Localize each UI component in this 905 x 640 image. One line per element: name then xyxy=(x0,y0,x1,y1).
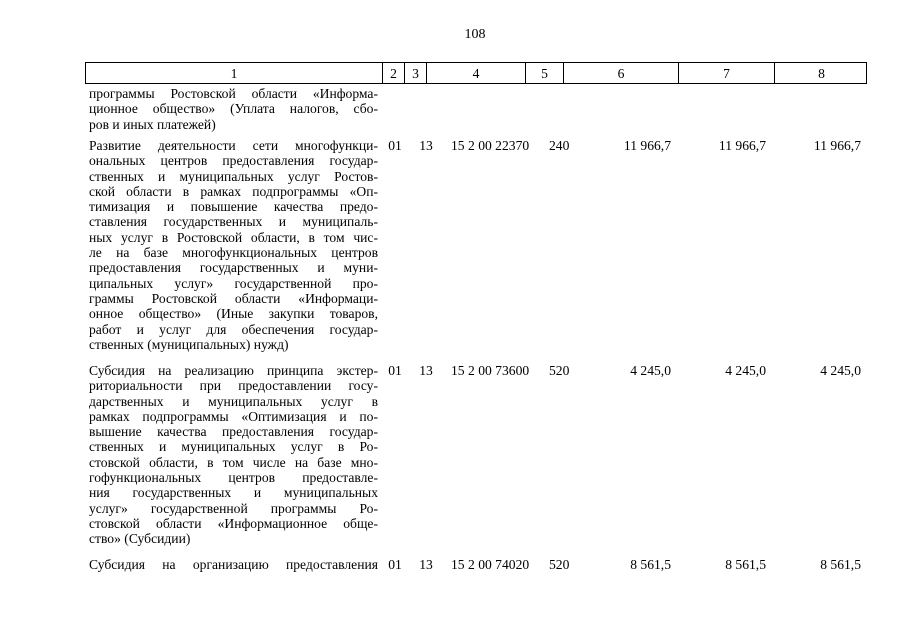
target-article-code: 15 2 00 22370 xyxy=(451,138,530,153)
description-line: гофункциональных центров предоставле- xyxy=(89,470,378,486)
description-line: дарственных и муниципальных услуг в xyxy=(89,393,378,409)
description-line: риториальности при предоставлении госу- xyxy=(89,378,378,394)
description-line: рамках подпрограммы «Оптимизация и по- xyxy=(89,408,378,424)
header-col-5: 5 xyxy=(526,63,564,83)
description-line: ных услуг в Ростовской области, в том чис- xyxy=(89,229,378,245)
amount-col-6: 11 966,7 xyxy=(623,138,671,153)
row-description xyxy=(89,557,378,572)
header-col-3: 3 xyxy=(405,63,427,83)
section-code: 01 xyxy=(388,363,402,378)
page-number: 108 xyxy=(464,27,486,42)
description-line: ственных и муниципальных услуг в Ро- xyxy=(89,439,378,455)
description-line: услуг» государственной программы Ро- xyxy=(89,500,378,516)
row-description xyxy=(89,86,378,132)
row-description xyxy=(89,138,378,352)
subsection-code: 13 xyxy=(419,363,433,378)
description-line: стовской области, в том числе на базе мно- xyxy=(89,454,378,470)
description-line: граммы Ростовской области «Информаци- xyxy=(89,290,378,306)
description-line: ров и иных платежей) xyxy=(89,116,216,132)
amount-col-8: 4 245,0 xyxy=(820,363,861,378)
target-article-code: 15 2 00 74020 xyxy=(451,557,530,572)
amount-col-7: 11 966,7 xyxy=(718,138,766,153)
target-article-code: 15 2 00 73600 xyxy=(451,363,530,378)
description-line: тимизация и повышение качества предо- xyxy=(89,199,378,215)
expense-type-code: 520 xyxy=(549,557,570,572)
section-code: 01 xyxy=(388,557,402,572)
description-line: ционное общество» (Уплата налогов, сбо- xyxy=(89,101,378,117)
description-line: Развитие деятельности сети многофункци- xyxy=(89,138,378,153)
header-col-7: 7 xyxy=(679,63,775,83)
description-line: ственных и муниципальных услуг Ростов- xyxy=(89,168,378,184)
amount-col-6: 8 561,5 xyxy=(630,557,671,572)
description-line: ской области в рамках подпрограммы «Оп- xyxy=(89,183,378,199)
description-line: работ и услуг для обеспечения государ- xyxy=(89,321,378,337)
amount-col-7: 8 561,5 xyxy=(725,557,766,572)
amount-col-8: 8 561,5 xyxy=(820,557,861,572)
header-col-8: 8 xyxy=(818,66,825,81)
row-description xyxy=(89,363,378,547)
header-col-2: 2 xyxy=(383,63,405,83)
description-line: ональных центров предоставления государ- xyxy=(89,153,378,169)
header-col-4: 4 xyxy=(427,63,526,83)
description-line: стовской области «Информационное обще- xyxy=(89,515,378,531)
description-line: ставления государственных и муниципаль- xyxy=(89,214,378,230)
amount-col-6: 4 245,0 xyxy=(630,363,671,378)
description-line: вышение качества предоставления государ- xyxy=(89,424,378,440)
description-line: программы Ростовской области «Информа- xyxy=(89,86,378,101)
expense-type-code: 240 xyxy=(549,138,570,153)
header-col-1: 1 xyxy=(86,63,383,83)
description-line: ственных (муниципальных) нужд) xyxy=(89,336,289,352)
description-line: Субсидия на реализацию принципа экстер- xyxy=(89,363,378,378)
amount-col-7: 4 245,0 xyxy=(725,363,766,378)
description-line: ство» (Субсидии) xyxy=(89,531,191,547)
description-line: предоставления государственных и муни- xyxy=(89,260,378,276)
description-line: ципальных услуг» государственной про- xyxy=(89,275,378,291)
subsection-code: 13 xyxy=(419,557,433,572)
table-header xyxy=(85,62,867,84)
header-col-6: 6 xyxy=(564,63,679,83)
subsection-code: 13 xyxy=(419,138,433,153)
amount-col-8: 11 966,7 xyxy=(813,138,861,153)
description-line: ле на базе многофункциональных центров xyxy=(89,245,378,261)
section-code: 01 xyxy=(388,138,402,153)
expense-type-code: 520 xyxy=(549,363,570,378)
description-line: ния государственных и муниципальных xyxy=(89,485,378,501)
description-line: онное общество» (Иные закупки товаров, xyxy=(89,306,378,322)
description-line: Субсидия на организацию предоставления xyxy=(89,557,378,572)
